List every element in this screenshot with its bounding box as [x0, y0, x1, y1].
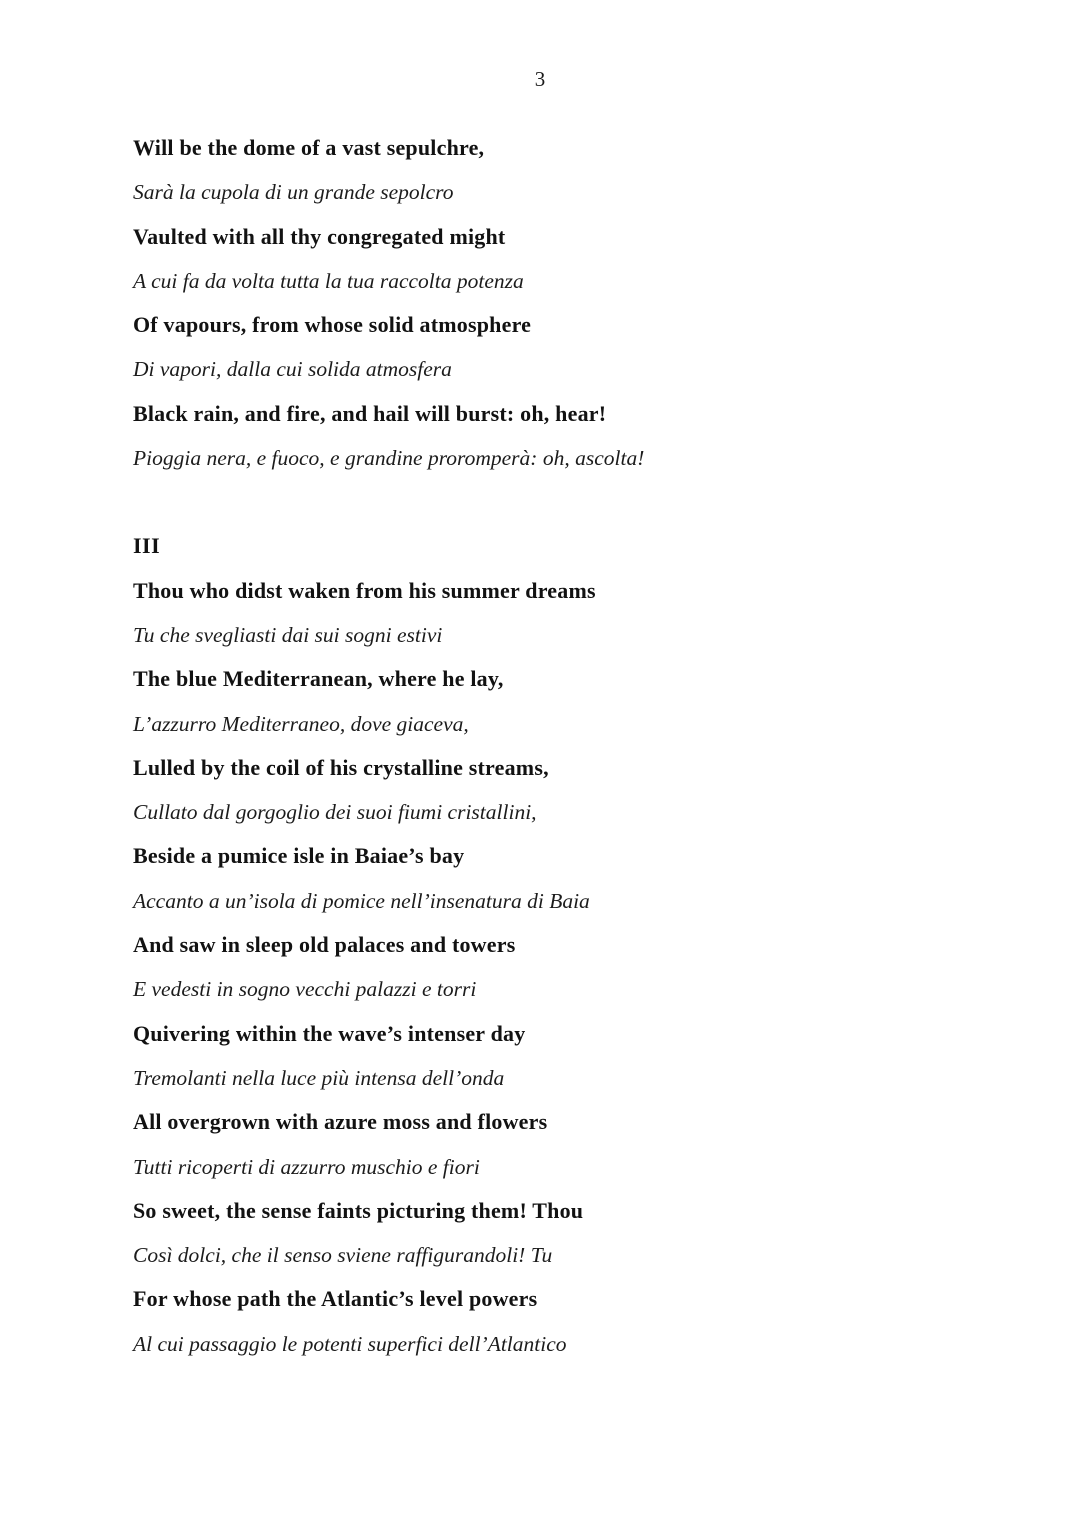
poem-line-english: Thou who didst waken from his summer dreams [133, 577, 596, 603]
poem-line-english: The blue Mediterranean, where he lay, [133, 666, 504, 692]
poem-line-english: Beside a pumice isle in Baiae’s bay [133, 843, 465, 869]
poem-line-italian: Cullato dal gorgoglio dei suoi fiumi cristallini, [133, 800, 537, 825]
poem-line-italian: Così dolci, che il senso sviene raffigurandoli! Tu [133, 1243, 553, 1268]
poem-line-italian: Pioggia nera, e fuoco, e grandine proromperà: oh, ascolta! [133, 446, 645, 471]
poem-line-italian: E vedesti in sogno vecchi palazzi e torri [133, 977, 477, 1002]
poem-line-english: All overgrown with azure moss and flowers [133, 1109, 548, 1135]
poem-line-italian: Al cui passaggio le potenti superfici dell’Atlantico [133, 1331, 567, 1356]
poem-line-english: Of vapours, from whose solid atmosphere [133, 312, 532, 338]
poem-content [133, 126, 1040, 1366]
poem-line-english: Lulled by the coil of his crystalline streams, [133, 754, 549, 780]
poem-line-italian: Accanto a un’isola di pomice nell’insenatura di Baia [133, 888, 590, 913]
poem-line-italian: Tu che svegliasti dai sui sogni estivi [133, 622, 443, 647]
poem-line-italian: Di vapori, dalla cui solida atmosfera [133, 357, 452, 382]
poem-line-english: And saw in sleep old palaces and towers [133, 932, 516, 958]
poem-line-italian: Tremolanti nella luce più intensa dell’onda [133, 1065, 505, 1090]
poem-line-english: Will be the dome of a vast sepulchre, [133, 135, 485, 160]
page-number: 3 [534, 67, 546, 91]
poem-line-english: For whose path the Atlantic’s level powers [133, 1286, 538, 1312]
poem-line-italian: Sarà la cupola di un grande sepolcro [133, 180, 454, 205]
poem-line-english: Vaulted with all thy congregated might [133, 223, 506, 249]
poem-line-english: Quivering within the wave’s intenser day [133, 1020, 526, 1046]
poem-line-english: So sweet, the sense faints picturing them! Thou [133, 1197, 584, 1223]
stanza-iii [133, 524, 1040, 1366]
poem-line-english: Black rain, and fire, and hail will burst: oh, hear! [133, 400, 607, 426]
stanza-continuation [133, 126, 1040, 480]
poem-line-italian: L’azzurro Mediterraneo, dove giaceva, [133, 711, 469, 736]
stanza-heading: III [133, 533, 161, 559]
poem-line-italian: Tutti ricoperti di azzurro muschio e fiori [133, 1154, 480, 1179]
poem-line-italian: A cui fa da volta tutta la tua raccolta potenza [133, 268, 524, 293]
